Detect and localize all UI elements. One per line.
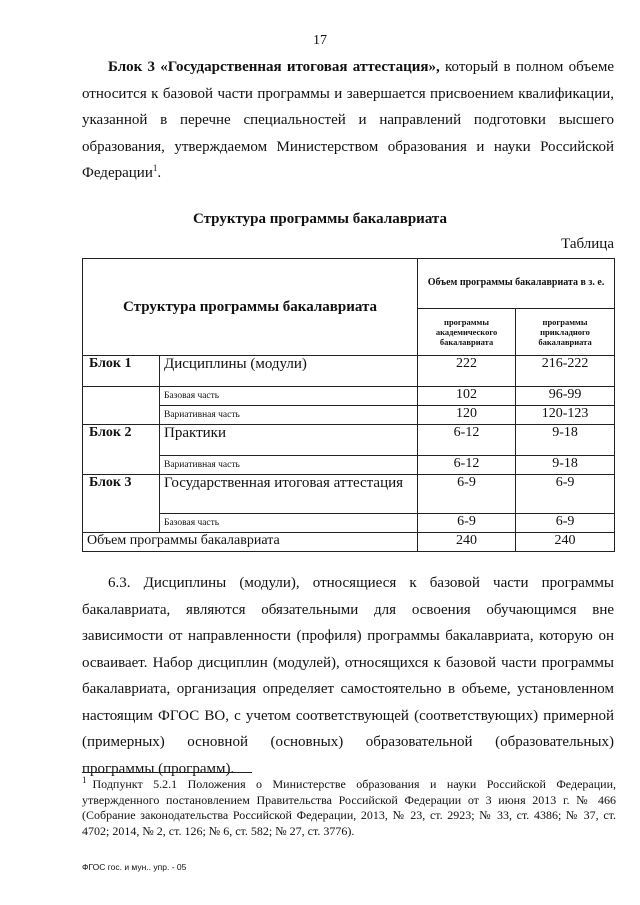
footnote-divider bbox=[82, 772, 252, 773]
row-name: Дисциплины (модули) bbox=[160, 356, 418, 387]
value-applied: 216-222 bbox=[516, 356, 615, 387]
value-applied: 6-9 bbox=[516, 475, 615, 514]
intro-bold: Блок 3 «Государственная итоговая аттестация», bbox=[108, 59, 440, 75]
structure-title: Структура программы бакалавриата bbox=[193, 211, 447, 227]
total-academic: 240 bbox=[418, 533, 516, 552]
value-applied: 9-18 bbox=[516, 425, 615, 456]
value-academic: 6-9 bbox=[418, 514, 516, 533]
value-applied: 9-18 bbox=[516, 456, 615, 475]
row-name: Вариативная часть bbox=[160, 406, 418, 425]
header-applied: программы прикладного бакалавриата bbox=[516, 308, 615, 356]
document-stamp: ФГОС гос. и мун.. упр. - 05 bbox=[82, 862, 187, 872]
program-structure-table bbox=[82, 258, 615, 552]
header-academic: программы академического бакалавриата bbox=[418, 308, 516, 356]
header-volume: Объем программы бакалавриата в з. е. bbox=[418, 259, 615, 309]
intro-text: который в полном объеме относится к базовой части программы и завершается присвоением квалификации, указанной в перечне специальностей и направлений подготовки высшего образования, утверждаемом Министерством образования и науки Российской Федерации bbox=[82, 59, 614, 181]
empty-block-cell bbox=[83, 387, 160, 425]
intro-paragraph bbox=[82, 54, 614, 187]
total-applied: 240 bbox=[516, 533, 615, 552]
section-6-3: 6.3. Дисциплины (модули), относящиеся к базовой части программы бакалавриата, являются обязательными для освоения обучающимся вне зависимости от направленности (профиля) программы бакалавриата, которую он осваивает. Набор дисциплин (модулей), относящихся к базовой части программы бакалавриата, организация определяет самостоятельно в объеме, установленном настоящим ФГОС ВО, с учетом соответствующей (соответствующих) примерной (примерных) основной (основных) образовательной (образовательных) программы (программ). bbox=[82, 575, 614, 777]
value-academic: 120 bbox=[418, 406, 516, 425]
row-name: Базовая часть bbox=[160, 387, 418, 406]
value-academic: 6-12 bbox=[418, 456, 516, 475]
header-structure: Структура программы бакалавриата bbox=[83, 259, 418, 356]
value-academic: 6-12 bbox=[418, 425, 516, 456]
value-applied: 120-123 bbox=[516, 406, 615, 425]
value-applied: 96-99 bbox=[516, 387, 615, 406]
block-label: Блок 3 bbox=[83, 475, 160, 533]
value-academic: 102 bbox=[418, 387, 516, 406]
row-name: Практики bbox=[160, 425, 418, 456]
footnote-ref: 1 bbox=[152, 163, 158, 173]
total-label: Объем программы бакалавриата bbox=[83, 533, 418, 552]
row-name: Базовая часть bbox=[160, 514, 418, 533]
block-label: Блок 1 bbox=[83, 356, 160, 387]
block-label: Блок 2 bbox=[83, 425, 160, 475]
value-academic: 222 bbox=[418, 356, 516, 387]
footnote bbox=[82, 777, 616, 839]
row-name: Вариативная часть bbox=[160, 456, 418, 475]
page-number: 17 bbox=[313, 33, 327, 48]
intro-end: . bbox=[157, 165, 162, 181]
footnote-mark: 1 bbox=[82, 775, 87, 785]
value-applied: 6-9 bbox=[516, 514, 615, 533]
value-academic: 6-9 bbox=[418, 475, 516, 514]
row-name: Государственная итоговая аттестация bbox=[160, 475, 418, 514]
table-caption: Таблица bbox=[561, 236, 614, 252]
footnote-text: Подпункт 5.2.1 Положения о Министерстве образования и науки Российской Федерации, утвержденного постановлением Правительства Российской Федерации от 3 июня 2013 г. № 466 (Собрание законодательства Российской Федерации, 2013, № 23, ст. 2923; № 33, ст. 4386; № 37, ст. 4702; 2014, № 2, ст. 126; № 6, ст. 582; № 27, ст. 3776). bbox=[82, 777, 616, 838]
